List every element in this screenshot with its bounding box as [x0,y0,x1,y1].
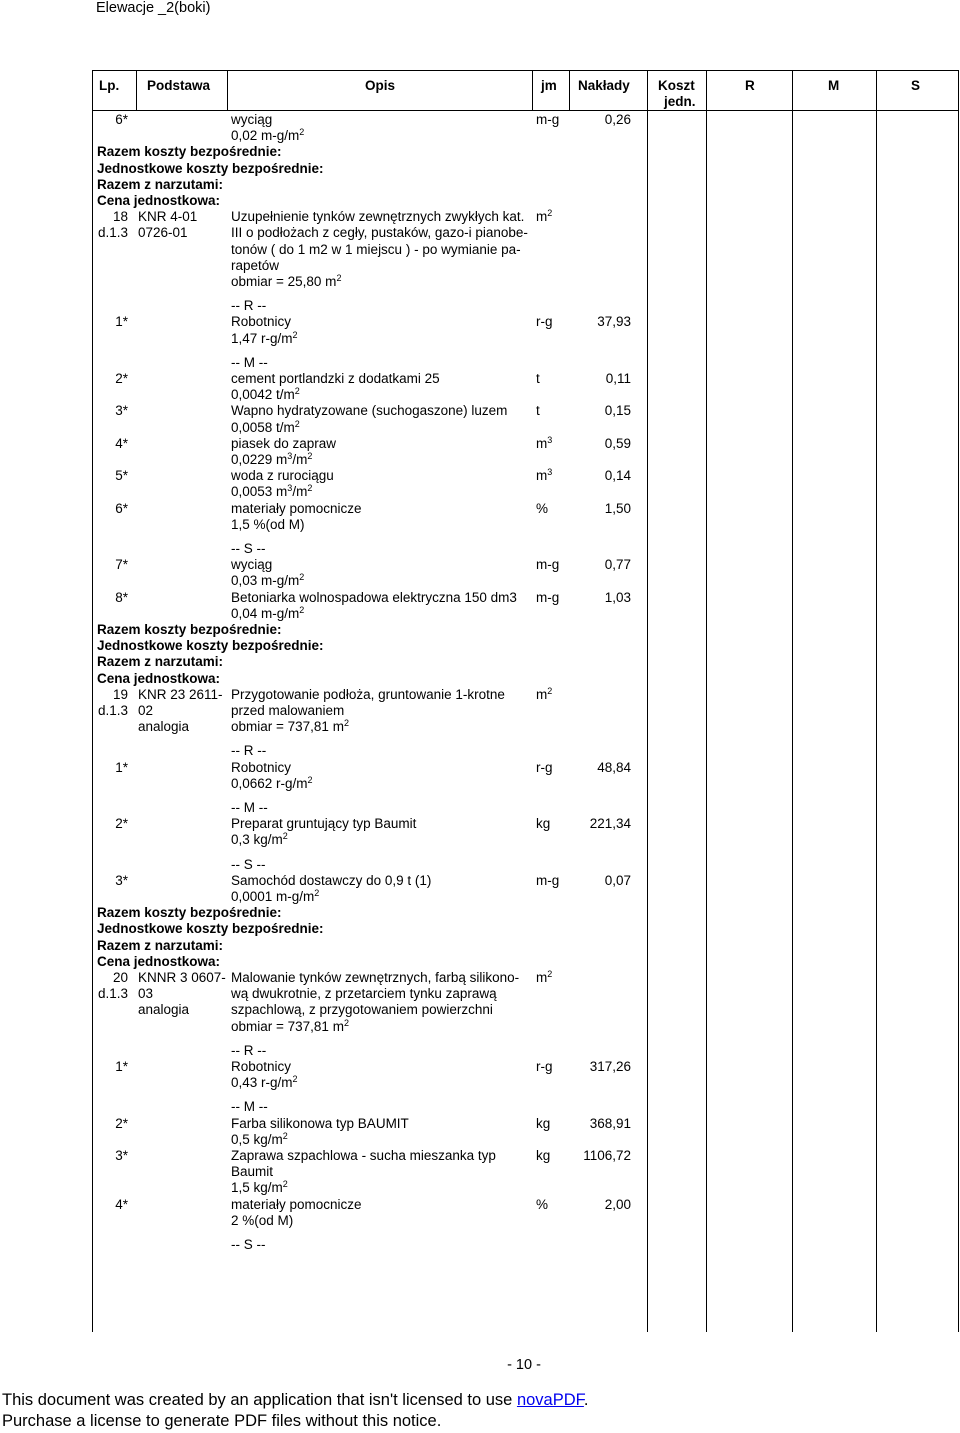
col-header-s: S [911,78,921,93]
row-opis: 0,0053 $m^3/m^2$ [231,483,313,499]
row-opis: 0,43 $r-g/m^2$ [231,1074,298,1090]
col-header-lp: Lp. [99,78,120,93]
row-podstawa: analogia [138,719,190,734]
row-opis: -- S -- [231,1237,266,1252]
row-opis: -- M -- [231,800,268,815]
row-opis: materiały pomocnicze [231,501,362,516]
row-naklady: 317,26 [589,1059,631,1074]
row-opis: Zaprawa szpachlowa - sucha mieszanka typ [231,1148,496,1163]
header-top-border [92,70,959,71]
summary-row-label: Razem z narzutami: [97,938,224,953]
table-right-border [958,70,959,1332]
row-podstawa: KNR 23 2611- [138,687,223,702]
row-naklady: 0,07 [604,873,631,888]
row-lp: 3* [115,1148,128,1163]
row-opis: 0,0229 $m^3/m^2$ [231,451,313,467]
row-opis: Baumit [231,1164,274,1179]
row-opis: Uzupełnienie tynków zewnętrznych zwykłych kat. [231,209,525,224]
row-naklady: 2,00 [604,1197,631,1212]
row-opis: woda z rurociągu [231,468,334,483]
novapdf-link[interactable]: novaPDF [516,1391,584,1409]
summary-row-label: Razem koszty bezpośrednie: [97,144,282,159]
col-header-naklady: Nakłady [578,78,630,93]
row-opis: wyciąg [231,557,273,572]
row-opis: 1,5 $kg/m^2$ [231,1179,288,1195]
row-opis: -- M -- [231,1099,268,1114]
row-naklady: 0,11 [605,371,631,386]
row-lp: 20 [112,970,128,985]
row-jm: kg [536,816,551,831]
row-opis: rapetów [231,258,280,273]
license-notice-text: This document was created by an application that isn't licensed to use [2,1391,517,1409]
row-opis: Robotnicy [231,314,292,329]
row-lp: d.1.3 [97,225,128,240]
row-lp: 4* [115,436,128,451]
row-opis: Samochód dostawczy do 0,9 t (1) [231,873,432,888]
row-lp: 2* [115,371,128,386]
row-jm: $m^2$ [536,969,553,985]
row-opis: 0,0042 $t/m^2$ [231,386,300,402]
row-naklady: 1,50 [604,501,631,516]
col-divider-m [792,70,793,1332]
row-opis: przed malowaniem [231,703,345,718]
row-opis: wą dwukrotnie, z przetarciem tynku zaprawą [231,986,497,1001]
summary-row-label: Razem koszty bezpośrednie: [97,905,282,920]
row-lp: 6* [115,112,128,127]
row-podstawa: KNR 4-01 [138,209,198,224]
row-jm: % [536,1197,549,1212]
row-opis: -- R -- [231,1043,267,1058]
row-jm: r-g [536,760,553,775]
row-podstawa: 02 [138,703,154,718]
col-header-r: R [745,78,755,93]
row-jm: m-g [536,590,560,605]
row-opis: Robotnicy [231,1059,292,1074]
row-opis: obmiar = 25,80 $m^2$ [231,273,342,289]
license-notice-line2: Purchase a license to generate PDF files without this notice. [2,1412,442,1430]
row-lp: 2* [115,816,128,831]
row-lp: 18 [112,209,128,224]
row-jm: $m^3$ [536,467,553,483]
row-opis: -- S -- [231,541,266,556]
summary-row-label: Razem z narzutami: [97,654,224,669]
row-opis: III o podłożach z cegły, pustaków, gazo-i pianobe- [231,225,528,240]
col-header-koszt-jedn: jedn. [664,94,696,109]
row-podstawa: 03 [138,986,154,1001]
row-jm: t [536,403,540,418]
row-opis: piasek do zapraw [231,436,337,451]
summary-row-label: Cena jednostkowa: [97,954,221,969]
row-opis: 0,0058 $t/m^2$ [231,419,300,435]
row-lp: 8* [115,590,128,605]
col-divider [136,70,137,110]
row-lp: 3* [115,403,128,418]
row-opis: szpachlową, z przygotowaniem powierzchni [231,1002,493,1017]
col-header-opis: Opis [365,78,396,93]
row-naklady: 48,84 [597,760,631,775]
row-opis: 0,04 $m-g/m^2$ [231,605,305,621]
row-jm: $m^2$ [536,686,553,702]
row-opis: Robotnicy [231,760,292,775]
row-lp: d.1.3 [97,703,128,718]
row-jm: % [536,501,549,516]
summary-row-label: Jednostkowe koszty bezpośrednie: [97,638,324,653]
row-jm: $m^3$ [536,435,553,451]
summary-row-label: Jednostkowe koszty bezpośrednie: [97,161,324,176]
page-number: - 10 - [507,1357,541,1373]
row-opis: cement portlandzki z dodatkami 25 [231,371,440,386]
row-jm: kg [536,1148,551,1163]
col-header-podstawa: Podstawa [147,78,211,93]
row-opis: Preparat gruntujący typ Baumit [231,816,417,831]
summary-row-label: Cena jednostkowa: [97,671,221,686]
row-opis: 0,5 $kg/m^2$ [231,1131,288,1147]
row-naklady: 0,59 [604,436,631,451]
row-naklady: 1,03 [604,590,631,605]
row-podstawa: KNNR 3 0607- [138,970,226,985]
row-lp: 1* [115,760,128,775]
row-opis: 0,02 $m-g/m^2$ [231,127,305,143]
summary-row-label: Cena jednostkowa: [97,193,221,208]
row-opis: tonów ( do 1 m2 w 1 miejscu ) - po wymianie pa- [231,242,521,257]
row-naklady: 0,26 [604,112,631,127]
row-lp: 1* [115,314,128,329]
row-opis: materiały pomocnicze [231,1197,362,1212]
row-opis: -- M -- [231,355,268,370]
row-naklady: 37,93 [597,314,631,329]
row-naklady: 0,15 [604,403,631,418]
col-divider [569,70,570,110]
row-lp: 1* [115,1059,128,1074]
row-jm: t [536,371,540,386]
row-lp: 7* [115,557,128,572]
row-opis: Malowanie tynków zewnętrznych, farbą silikono- [231,970,520,985]
row-jm: r-g [536,1059,553,1074]
row-opis: 0,03 $m-g/m^2$ [231,572,305,588]
row-opis: -- R -- [231,298,267,313]
row-podstawa: 0726-01 [138,225,188,240]
row-opis: Betoniarka wolnospadowa elektryczna 150 dm3 [231,590,517,605]
row-naklady: 0,77 [604,557,631,572]
row-jm: $m^2$ [536,208,553,224]
col-divider-r [706,70,707,1332]
row-podstawa: analogia [138,1002,190,1017]
col-divider-koszt [647,70,648,1332]
row-opis: -- S -- [231,857,266,872]
row-naklady: 1106,72 [583,1148,631,1163]
col-divider [532,70,533,110]
row-opis: Przygotowanie podłoża, gruntowanie 1-krotne [231,687,505,702]
row-naklady: 368,91 [589,1116,631,1131]
col-divider [227,70,228,110]
row-lp: 6* [115,501,128,516]
summary-row-label: Jednostkowe koszty bezpośrednie: [97,921,324,936]
col-divider-s [876,70,877,1332]
row-opis: 0,3 $kg/m^2$ [231,831,288,847]
row-lp: d.1.3 [97,986,128,1001]
col-header-koszt: Koszt [658,78,695,93]
row-jm: m-g [536,112,560,127]
row-jm: kg [536,1116,551,1131]
row-opis: 0,0001 $m-g/m^2$ [231,888,320,904]
summary-row-label: Razem z narzutami: [97,177,224,192]
summary-row-label: Razem koszty bezpośrednie: [97,622,282,637]
row-opis: Farba silikonowa typ BAUMIT [231,1116,409,1131]
row-opis: wyciąg [231,112,273,127]
row-lp: 5* [115,468,128,483]
row-opis: 1,47 $r-g/m^2$ [231,330,298,346]
col-header-jm: jm [541,78,557,93]
row-lp: 2* [115,1116,128,1131]
row-lp: 3* [115,873,128,888]
row-opis: obmiar = 737,81 $m^2$ [231,718,349,734]
row-opis: 2 %(od M) [231,1213,294,1228]
license-notice [2,1390,589,1432]
license-notice-end: . [583,1391,589,1409]
row-opis: 1,5 %(od M) [231,517,305,532]
document-title: Elewacje _2(boki) [96,0,211,16]
row-opis: obmiar = 737,81 $m^2$ [231,1018,349,1034]
row-naklady: 221,34 [589,816,631,831]
header-bottom-border [92,110,959,111]
row-naklady: 0,14 [604,468,631,483]
row-opis: -- R -- [231,743,267,758]
row-jm: m-g [536,873,560,888]
row-opis: 0,0662 $r-g/m^2$ [231,775,313,791]
row-lp: 19 [112,687,128,702]
row-jm: m-g [536,557,560,572]
row-opis: Wapno hydratyzowane (suchogaszone) luzem [231,403,508,418]
row-lp: 4* [115,1197,128,1212]
row-jm: r-g [536,314,553,329]
col-header-m: M [828,78,840,93]
